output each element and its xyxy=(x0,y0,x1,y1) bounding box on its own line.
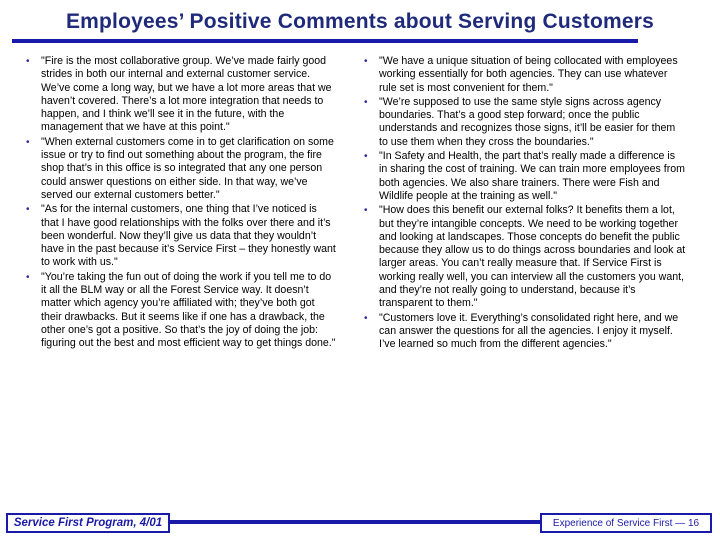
bullet-item xyxy=(364,96,686,149)
bullet-item xyxy=(364,150,686,203)
left-column xyxy=(26,55,336,352)
bullet-icon: • xyxy=(364,205,368,217)
bullet-icon: • xyxy=(26,56,30,67)
bullet-icon: • xyxy=(364,56,368,67)
bullet-item xyxy=(26,55,336,135)
bullet-item xyxy=(26,271,336,351)
bullet-item xyxy=(364,312,686,352)
footer-rule xyxy=(170,520,540,524)
bullet-item xyxy=(364,204,686,310)
right-column xyxy=(364,55,686,353)
bullet-icon: • xyxy=(26,271,30,283)
slide-title: Employees’ Positive Comments about Serving Customers xyxy=(65,10,655,33)
bullet-text: "We have a unique situation of being collocated with employees working essentially for both agencies. They can use whatever rule set is most convenient for them." xyxy=(379,55,678,94)
bullet-text: "Customers love it. Everything’s consolidated right here, and we can answer the questions for all the agencies. I enjoy it myself. I’ve learned so much from the different agencies." xyxy=(379,311,679,351)
footer-page-label: Experience of Service First — 16 xyxy=(540,513,712,533)
bullet-text: "We’re supposed to use the same style signs across agency boundaries. That’s a good step forward; once the public understands and recognizes those signs, it’ll be easier for them to use them when they cross the boundaries." xyxy=(379,95,676,148)
bullet-icon: • xyxy=(26,204,30,216)
bullet-text: "As for the internal customers, one thing that I’ve noticed is that I have good relationships with the folks over there and it’s been wonderful. Now they’ll give us data that they wouldn’t have in the past because it’s Service First – they honestly want to work with us." xyxy=(41,203,336,269)
bullet-icon: • xyxy=(26,136,30,148)
bullet-text: "When external customers come in to get clarification on some issue or try to find out something about the program, the fire shop that’s in this office is so integrated that any one person could answer questions on either side. In that way, we’ve served our external customers better." xyxy=(41,135,334,201)
bullet-text: "Fire is the most collaborative group. We’ve made fairly good strides in both our internal and external customer service. We’ve come a long way, but we have a lot more areas that we haven’t covered. There’s a lot more integration that needs to happen, and I think we’ll see it in the future, with the management that we have at this point." xyxy=(41,55,332,134)
bullet-icon: • xyxy=(364,312,368,324)
bullet-text: "In Safety and Health, the part that’s really made a difference is in sharing the cost of training. We can train more employees from both agencies. We also share trainers. There were Fish and Wildlife people at the training as well." xyxy=(379,150,685,202)
footer-program-label: Service First Program, 4/01 xyxy=(6,513,170,533)
bullet-item xyxy=(364,55,686,95)
bullet-icon: • xyxy=(364,151,368,163)
bullet-text: "How does this benefit our external folks? It benefits them a lot, but they’re intangible concepts. We need to be working together and looking at landscapes. Those concepts do benefit the public because they allow us to do things across boundaries and look at larger areas. You can’t really measure that. If Service First is working really well, you can interview all the customers you want, and they’re not really going to understand, because it’s transparent to them." xyxy=(379,204,686,310)
bullet-icon: • xyxy=(364,96,368,108)
bullet-item xyxy=(26,136,336,202)
bullet-item xyxy=(26,203,336,269)
title-underline xyxy=(12,39,638,43)
bullet-text: "You’re taking the fun out of doing the work if you tell me to do it all the BLM way or all the Forest Service way. It doesn’t matter which agency you’re affiliated with; they’ve both got their drawbacks. But it seems like if one has a drawback, the other one’s got a positive. So that’s the joy of doing the job: figuring out the best and most efficient way to get things done." xyxy=(41,270,336,350)
